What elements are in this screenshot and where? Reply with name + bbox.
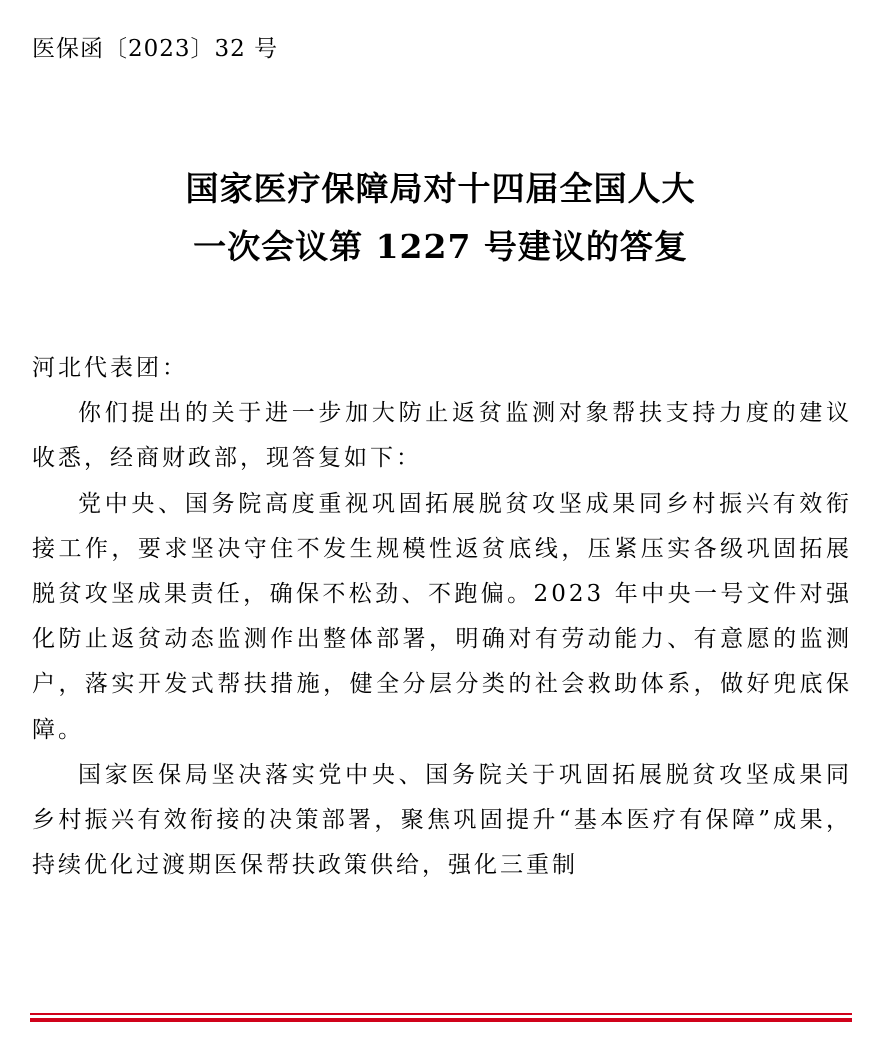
footer-rule-thin bbox=[30, 1013, 852, 1015]
footer-rule-thick bbox=[30, 1018, 852, 1022]
paragraph-2: 党中央、国务院高度重视巩固拓展脱贫攻坚成果同乡村振兴有效衔接工作，要求坚决守住不发生规模性返贫底线，压紧压实各级巩固拓展脱贫攻坚成果责任，确保不松劲、不跑偏。2023 年中央一号文件对强化防止返贫动态监测作出整体部署，明确对有劳动能力、有意愿的监测户，落实开发式帮扶措施，健全分层分类的社会救助体系，做好兜底保障。 bbox=[32, 490, 852, 743]
title-line-1: 国家医疗保障局对十四届全国人大 bbox=[185, 169, 696, 208]
salutation: 河北代表团： bbox=[32, 355, 188, 381]
title-line-2: 一次会议第 1227 号建议的答复 bbox=[193, 227, 688, 266]
document-body bbox=[32, 346, 852, 888]
document-number: 医保函〔2023〕32 号 bbox=[32, 36, 279, 62]
paragraph-1: 你们提出的关于进一步加大防止返贫监测对象帮扶支持力度的建议收悉，经商财政部，现答复如下： bbox=[32, 400, 852, 472]
paragraph-3: 国家医保局坚决落实党中央、国务院关于巩固拓展脱贫攻坚成果同乡村振兴有效衔接的决策部署，聚焦巩固提升“基本医疗有保障”成果，持续优化过渡期医保帮扶政策供给，强化三重制 bbox=[32, 761, 852, 879]
document-title bbox=[0, 160, 881, 276]
